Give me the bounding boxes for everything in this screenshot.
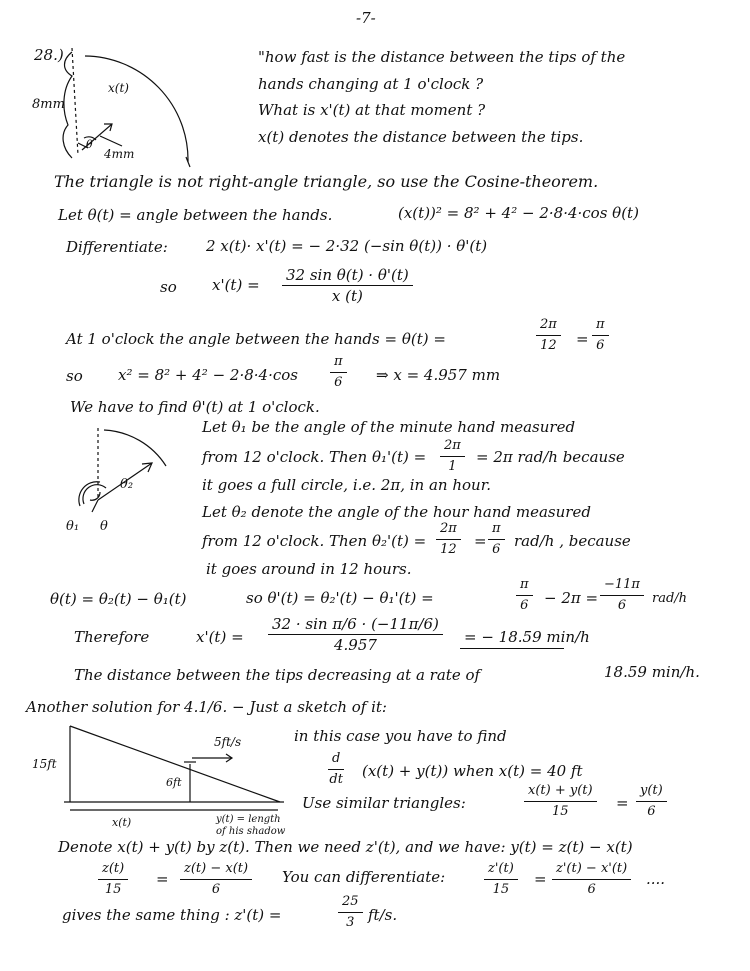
s2-so: so — [66, 367, 83, 385]
s3-line-6: it goes around in 12 hours. — [206, 560, 412, 578]
s4-big-numerator: 32 · sin π/6 · (−11π/6) — [268, 615, 443, 635]
s5-frac-25-3: $\frac{25}{3}$ — [338, 893, 363, 932]
problem-number: 28.) — [34, 46, 64, 64]
s5-zd-frac-1: $\frac{z'(t)}{15}$ — [484, 860, 518, 899]
fig2-theta2: θ₂ — [120, 477, 134, 492]
fig3-y-line1: y(t) = length — [216, 814, 281, 825]
s3-line-5b: rad/h , because — [514, 532, 631, 550]
page-number: -7- — [356, 9, 376, 27]
fig3-x: x(t) — [112, 816, 132, 829]
question-line-4: x(t) denotes the distance between the tips. — [258, 128, 584, 146]
s3-line-4: Let θ₂ denote the angle of the hour hand measured — [202, 503, 591, 521]
s4-frac-pi-6: $\frac{\pi}{6}$ — [516, 576, 533, 615]
s3-line-3: it goes a full circle, i.e. 2π, in an hour. — [202, 476, 491, 494]
s1-xprime-denominator: x (t) — [331, 287, 363, 305]
s5-line-6a: gives the same thing : z'(t) = — [62, 906, 282, 924]
fig3-y-line2: of his shadow — [216, 826, 286, 837]
s4-theta-deriv: so θ'(t) = θ₂'(t) − θ₁'(t) = — [246, 589, 434, 607]
s2-line-1: At 1 o'clock the angle between the hands = θ(t) = — [66, 330, 446, 348]
fig1-label-long: 8mm — [32, 97, 65, 112]
fig1-label-theta: θ — [86, 138, 93, 151]
s2-x-equation: x² = 8² + 4² − 2·8·4·cos — [118, 366, 298, 384]
s5-z-frac-2: $\frac{z(t) - x(t)}{6}$ — [180, 860, 252, 899]
s2-cos-fraction: $\frac{\pi}{6}$ — [330, 353, 347, 392]
worksheet-page: -7- 28.) 8mm x(t) 4mm θ "how fast is the distance between the tips of the hands changing at 1 o'clock ? What is x'(t) at that moment ? x(t) denotes the distance between the tips. The triangle is not right-angle triangle, so use the Cosine-theorem. Let θ(t) = angle between the hands. (x(t))² = 8² + 4² − 2·8·4·cos θ(t) Differentiate: 2 x(t)· x'(t) = − 2·32 (−sin θ(t)) · θ'(t) so x'(t) = $\frac{\text{32 sin θ(t) · θ'(t)}}{x (t)}$ At 1 o'clock the angle between the hands = θ(t) = $\frac{2\pi}{12}$ = $\frac{\pi}{6}$ so x² = 8² + 4² − 2·8·4·cos $\frac{\pi}{6}$ ⇒ x = 4.957 mm We have to find θ'(t) at 1 o'clock. θ₂ θ₁ θ Let θ₁ be the angle of the minute hand measured from 12 o'clock. Then θ₁'(t) = $\frac{2\pi}{1}$ = 2π rad/h because it goes a full circle, i.e. 2π, in an hour. Let θ₂ denote the angle of the hour hand measured from 12 o'clock. Then θ₂'(t) = $\frac{2\pi}{12}$ = $\frac{\pi}{6}$ rad/h , because it goes around in 12 hours. θ(t) = θ₂(t) − θ₁(t) so θ'(t) = θ₂'(t) − θ₁'(t) = $\frac{\pi}{6}$ − 2π = $\frac{-11\pi}{6}$ rad/h Therefore x'(t) = $\frac{\text{32 · sin π/6 · (−11π/6)}}{4.957}$ = − 18.59 min/h The distance between the tips decreasing at a rate of 18.59 min/h. Another solution for 4.1/6. − Just a sketch of it: 15ft 5ft/s 6ft x(t) y(t) = length of his shadow in this case you have to find $\frac{d}{dt}$ (x(t) + y(t)) when x(t) = 40 ft Use similar triangles: $\frac{x(t) + y(t)}{15}$ = $\frac{y(t)}{6}$ Denote x(t) + y(t) by z(t). Then we need z'(t), and we have: y(t) = z(t) − x(t) $\frac{z(t)}{15}$ = $\frac{z(t) - x(t)}{6}$ You can differentiate: $\frac{z'(t)}{15}$ = $\frac{z'(t) - x'(t)}{6}$ .... gives the same thing : z'(t) = $\frac{25}{3}$ ft/s. — [0, 0, 750, 971]
s4-result: = − 18.59 min/h — [464, 628, 590, 646]
s4-therefore: Therefore — [74, 628, 150, 646]
s5-d-dt: $\frac{d}{dt}$ — [329, 751, 343, 787]
s3-frac-2pi-12: $\frac{2\pi}{12}$ — [436, 520, 461, 559]
s5-dots: .... — [646, 870, 666, 888]
s5-line-4: Denote x(t) + y(t) by z(t). Then we need z'(t), and we have: y(t) = z(t) − x(t) — [58, 838, 633, 856]
fig2-theta: θ — [100, 519, 108, 534]
s1-line-2a: Let θ(t) = angle between the hands. — [58, 206, 333, 224]
s4-mid: − 2π = — [544, 589, 599, 607]
fig3-15ft: 15ft — [32, 757, 57, 771]
s4-conclusion: The distance between the tips decreasing at a rate of — [74, 666, 481, 684]
s4-theta-def: θ(t) = θ₂(t) − θ₁(t) — [50, 590, 187, 608]
s1-so: so — [160, 278, 177, 296]
s1-xprime-lhs: x'(t) = — [212, 276, 260, 294]
s1-line-1: The triangle is not right-angle triangle, so use the Cosine-theorem. — [54, 172, 599, 191]
question-line-2: hands changing at 1 o'clock ? — [258, 75, 484, 93]
s3-line-5a: from 12 o'clock. Then θ₂'(t) = — [202, 532, 427, 550]
s5-zd-frac-2: $\frac{z'(t) - x'(t)}{6}$ — [552, 860, 631, 899]
s4-big-denominator: 4.957 — [333, 636, 377, 654]
s2-line-3: We have to find θ'(t) at 1 o'clock. — [70, 398, 320, 416]
s1-xprime-numerator: 32 sin θ(t) · θ'(t) — [282, 266, 413, 286]
s5-sim-frac-1: $\frac{x(t) + y(t)}{15}$ — [524, 782, 597, 821]
s2-frac-2pi-12: $\frac{2\pi}{12}$ — [536, 316, 561, 355]
fig3-speed: 5ft/s — [214, 735, 242, 749]
s4-xprime: x'(t) = — [196, 628, 244, 646]
s5-line-5: You can differentiate: — [282, 868, 446, 886]
s2-x-result: ⇒ x = 4.957 mm — [376, 366, 501, 384]
s3-line-2b: = 2π rad/h because — [476, 448, 625, 466]
s5-line-2: (x(t) + y(t)) when x(t) = 40 ft — [362, 762, 583, 780]
s1-differentiate-label: Differentiate: — [66, 238, 168, 256]
s5-line-3: Use similar triangles: — [302, 794, 466, 812]
question-line-3: What is x'(t) at that moment ? — [258, 101, 486, 119]
s4-frac-11pi-6: $\frac{-11\pi}{6}$ — [600, 576, 644, 615]
s5-line-1: in this case you have to find — [294, 727, 507, 745]
s2-frac-pi-6: $\frac{\pi}{6}$ — [592, 316, 609, 355]
s5-sim-frac-2: $\frac{y(t)}{6}$ — [636, 782, 667, 821]
s5-z-frac-1: $\frac{z(t)}{15}$ — [98, 860, 128, 899]
fig1-label-x: x(t) — [108, 81, 129, 95]
fig1-label-short: 4mm — [104, 147, 135, 161]
s4-unit: rad/h — [652, 591, 688, 606]
s3-frac-pi-6: $\frac{\pi}{6}$ — [488, 520, 505, 559]
s1-cosine-law: (x(t))² = 8² + 4² − 2·8·4·cos θ(t) — [398, 204, 639, 222]
fig2-theta1: θ₁ — [66, 519, 80, 534]
question-line-1: "how fast is the distance between the tips of the — [258, 48, 626, 66]
s5-heading: Another solution for 4.1/6. − Just a sketch of it: — [26, 698, 387, 716]
s5-line-6b: ft/s. — [368, 906, 398, 924]
s3-line-1: Let θ₁ be the angle of the minute hand measured — [202, 418, 576, 436]
s4-conclusion-rate: 18.59 min/h. — [604, 663, 700, 681]
s1-differentiate-eq: 2 x(t)· x'(t) = − 2·32 (−sin θ(t)) · θ'(t) — [206, 237, 488, 255]
s3-line-2a: from 12 o'clock. Then θ₁'(t) = — [202, 448, 427, 466]
s3-frac-2pi-1: $\frac{2\pi}{1}$ — [440, 437, 465, 476]
fig3-6ft: 6ft — [166, 776, 182, 789]
